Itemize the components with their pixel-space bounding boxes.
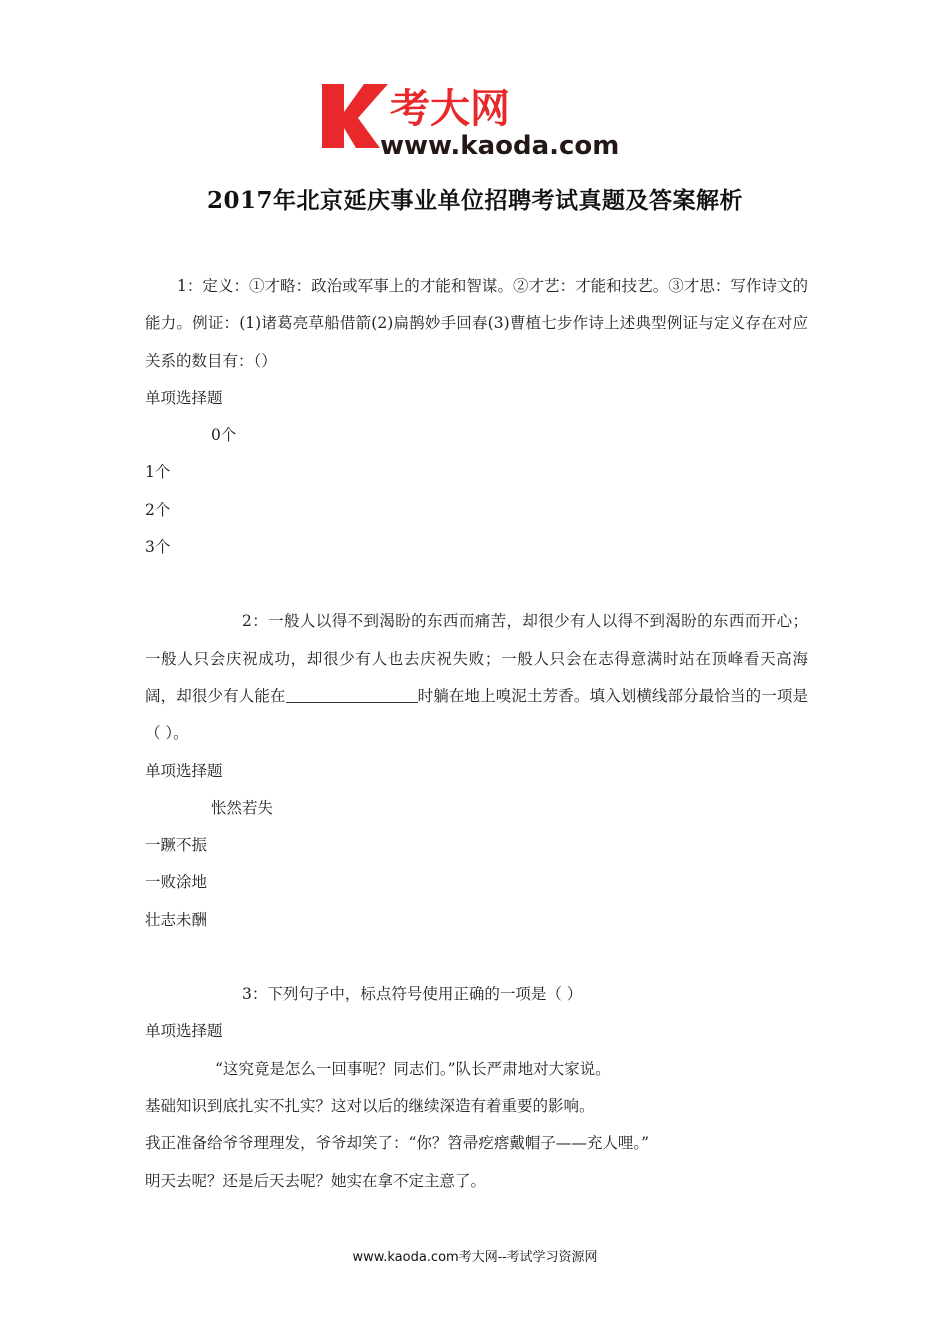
question-stem: 1：定义：①才略：政治或军事上的才能和智谋。②才艺：才能和技艺。③才思：写作诗文的能力。例证：(1)诸葛亮草船借箭(2)扁鹊妙手回春(3)曹植七步作诗上述典型例证与定义存在对应关系的数目有：（） [145, 277, 808, 370]
option-d: 壮志未酬 [145, 910, 208, 929]
option-c: 2个 [145, 500, 171, 519]
footer-site-link[interactable]: www.kaoda.com [352, 1250, 459, 1265]
option-c: 一败涂地 [145, 873, 208, 892]
question-type: 单项选择题 [145, 388, 223, 407]
kaoda-logo-graphic [318, 78, 648, 162]
footer-text: 考大网--考试学习资源网 [458, 1250, 598, 1265]
option-a: “这究竟是怎么一回事呢？同志们。”队长严肃地对大家说。 [215, 1059, 611, 1078]
option-a: 0个 [211, 426, 237, 445]
question-1 [145, 268, 808, 566]
question-type: 单项选择题 [145, 1022, 223, 1041]
kaoda-logo [318, 78, 648, 162]
page-footer [0, 1246, 950, 1265]
stem-part-after: 时躺在地上嗅泥土芳香。填入划横线部分最恰当的一项是（ ）。 [145, 686, 808, 743]
option-d: 明天去呢？还是后天去呢？她实在拿不定主意了。 [145, 1171, 487, 1190]
option-d: 3个 [145, 538, 171, 557]
document-title: 2017年北京延庆事业单位招聘考试真题及答案解析 [206, 187, 743, 214]
logo-brand-cn: 考大网 [390, 86, 510, 132]
question-stem [145, 603, 808, 752]
option-c: 我正准备给爷爷理理发，爷爷却笑了：“你？笤帚疙瘩戴帽子——充人哩。” [145, 1134, 650, 1153]
question-type: 单项选择题 [145, 761, 223, 780]
option-b: 基础知识到底扎实不扎实？这对以后的继续深造有着重要的影响。 [145, 1096, 595, 1115]
question-3 [145, 976, 808, 1200]
stem-part-before: 2：一般人以得不到渴盼的东西而痛苦，却很少有人以得不到渴盼的东西而开心；一般人只会庆祝成功，却很少有人也去庆祝失败；一般人只会在志得意满时站在顶峰看天高海阔，却很少有人能在 [145, 612, 808, 705]
fill-blank-line [286, 686, 418, 703]
question-list [145, 268, 808, 1200]
option-b: 1个 [145, 463, 171, 482]
option-b: 一蹶不振 [145, 836, 208, 855]
option-a: 怅然若失 [211, 798, 274, 817]
question-2 [145, 603, 808, 939]
logo-k-mark [322, 84, 388, 148]
logo-url: www.kaoda.com [380, 131, 620, 161]
question-stem: 3：下列句子中，标点符号使用正确的一项是（ ） [242, 985, 583, 1004]
